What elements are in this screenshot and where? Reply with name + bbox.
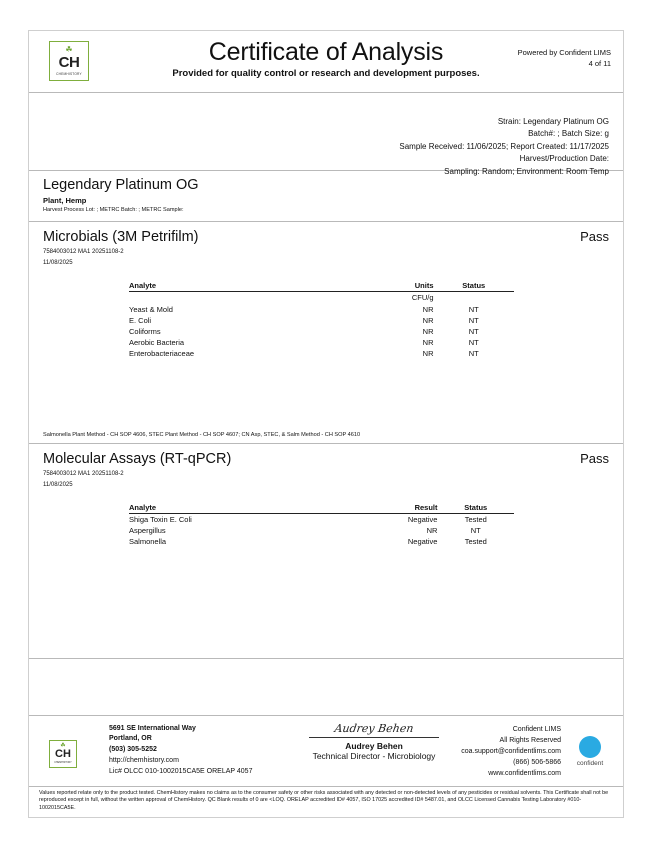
col-status: Status <box>437 503 514 514</box>
logo-caption: CHEMHISTORY <box>56 72 82 76</box>
leaf-icon: ☘ <box>60 743 66 750</box>
signatory-title: Technical Director - Microbiology <box>312 750 436 761</box>
chemhistory-logo-footer <box>49 740 77 768</box>
leaf-icon: ☘ <box>65 45 73 54</box>
report-header <box>29 31 623 93</box>
logo-caption: CHEMHISTORY <box>54 761 72 765</box>
coa-sheet <box>28 30 624 818</box>
lims-name: Confident LIMS <box>512 725 561 733</box>
sample-identity <box>29 171 623 222</box>
confident-brand-name: confident <box>576 759 604 767</box>
section-header <box>29 451 623 489</box>
section-sample-id: 7584003012 MA1 20251108-2 <box>43 249 124 256</box>
cell-analyte: Salmonella <box>129 537 167 547</box>
signature-line <box>309 736 439 738</box>
address-website[interactable]: http://chemhistory.com <box>109 757 179 765</box>
table-row <box>129 315 514 326</box>
section-title: Molecular Assays (RT-qPCR) <box>43 451 232 468</box>
signatory-name: Audrey Behen <box>345 740 403 751</box>
col-analyte: Analyte <box>129 281 357 292</box>
cell-status: NT <box>468 327 479 337</box>
signature-block <box>299 722 449 761</box>
meta-sampling: Sampling: Random; Environment: Room Temp <box>444 166 609 176</box>
section-sample-id: 7584003012 MA1 20251108-2 <box>43 471 124 478</box>
meta-strain: Strain: Legendary Platinum OG <box>497 117 609 126</box>
lims-rights: All Rights Reserved <box>499 736 561 744</box>
status-badge: Pass <box>580 451 609 467</box>
col-status: Status <box>434 281 515 292</box>
sample-meta-band <box>29 93 623 176</box>
cell-analyte: Aerobic Bacteria <box>129 338 185 348</box>
table-header-row <box>129 281 514 292</box>
cell-analyte: E. Coli <box>129 316 152 326</box>
cell-value: Negative <box>407 515 438 525</box>
section-microbials <box>29 222 623 444</box>
cell-status: NT <box>468 316 479 326</box>
meta-batch: Batch#: ; Batch Size: g <box>528 129 609 139</box>
section-header <box>29 229 623 267</box>
lims-contact <box>461 724 561 780</box>
page-title: Certificate of Analysis <box>208 38 444 66</box>
table-row <box>129 304 514 315</box>
cell-value: NR <box>422 338 434 348</box>
units-value: CFU/g <box>411 293 434 303</box>
table-row <box>129 514 514 526</box>
powered-by-block <box>518 47 611 70</box>
report-footer <box>29 715 623 817</box>
analyte-table <box>129 503 514 547</box>
cell-analyte: Enterobacteriaceae <box>129 349 195 359</box>
address-city: Portland, OR <box>109 735 152 743</box>
confident-mark-icon <box>579 736 601 758</box>
lims-email[interactable]: coa.support@confidentlims.com <box>461 747 561 755</box>
cell-analyte: Shiga Toxin E. Coli <box>129 515 192 525</box>
sample-meta-list <box>399 116 609 178</box>
logo-mark: CH <box>55 748 71 761</box>
cell-value: Negative <box>407 537 438 547</box>
lims-phone: (866) 506-5866 <box>513 759 561 767</box>
cell-status: NT <box>468 338 479 348</box>
table-row <box>129 348 514 359</box>
address-phone: (503) 305-5252 <box>109 746 157 754</box>
status-badge: Pass <box>580 229 609 245</box>
cell-value: NR <box>422 327 434 337</box>
section-title: Microbials (3M Petrifilm) <box>43 229 199 246</box>
cell-status: NT <box>468 349 479 359</box>
analyte-table <box>129 281 514 359</box>
table-row <box>129 525 514 536</box>
sample-type: Plant, Hemp <box>43 196 87 206</box>
section-date: 11/08/2025 <box>43 481 73 488</box>
cell-status: NT <box>470 526 481 536</box>
confident-logo <box>567 736 613 767</box>
col-units: Units <box>357 281 433 292</box>
cell-value: NR <box>426 526 438 536</box>
cell-status: Tested <box>464 537 487 547</box>
table-header-row <box>129 503 514 514</box>
table-row <box>129 536 514 547</box>
lab-address <box>109 724 252 778</box>
cell-status: NT <box>468 305 479 315</box>
cell-analyte: Coliforms <box>129 327 161 337</box>
meta-dates: Sample Received: 11/06/2025; Report Created: 11/17/2025 <box>399 141 609 151</box>
cell-value: NR <box>422 349 434 359</box>
meta-harvest-date: Harvest/Production Date: <box>519 154 609 164</box>
table-row <box>129 337 514 348</box>
lims-website[interactable]: www.confidentlims.com <box>488 770 561 778</box>
address-license: Lic# OLCC 010-1002015CA5E ORELAP 4057 <box>109 767 253 775</box>
section-molecular-assays <box>29 444 623 659</box>
footer-columns <box>29 722 623 784</box>
address-street: 5691 SE International Way <box>109 724 196 732</box>
signature-image: Audrey Behen <box>333 721 415 735</box>
disclaimer-text: Values reported relate only to the product tested. ChemHistory makes no claims as to the consumer safety or other risks associated with any detected or non-detected levels of any pesticides or residual solvents. This Certificate shall not be reproduced except in full, without the written approval of ChemHistory. QC Blank results of 0 are <LOQ. ORELAP accredited ID# 4057, ISO 17025 accredited ID# 5487.01, and OLCC Licensed Cannabis Testing Laboratory #010-1002015CA5E. <box>29 786 623 813</box>
cell-value: NR <box>422 316 434 326</box>
logo-mark: CH <box>58 54 80 71</box>
units-row <box>129 292 514 305</box>
cell-status: Tested <box>464 515 487 525</box>
page-subtitle: Provided for quality control or research and development purposes. <box>172 67 480 79</box>
col-result: Result <box>339 503 438 514</box>
sample-name: Legendary Platinum OG <box>43 177 199 193</box>
methods-note: Salmonella Plant Method - CH SOP 4606, STEC Plant Method - CH SOP 4607; CN Asp, STEC, & Salm Method - CH SOP 4610 <box>43 432 361 439</box>
powered-by-text: Powered by Confident LIMS <box>517 48 611 57</box>
col-analyte: Analyte <box>129 503 339 514</box>
cell-analyte: Aspergillus <box>129 526 166 536</box>
table-row <box>129 326 514 337</box>
sample-lot-line: Harvest Process Lot: ; METRC Batch: ; METRC Sample: <box>43 207 184 214</box>
section-date: 11/08/2025 <box>43 259 73 266</box>
page-number: 4 of 11 <box>588 59 611 69</box>
cell-value: NR <box>422 305 434 315</box>
cell-analyte: Yeast & Mold <box>129 305 173 315</box>
